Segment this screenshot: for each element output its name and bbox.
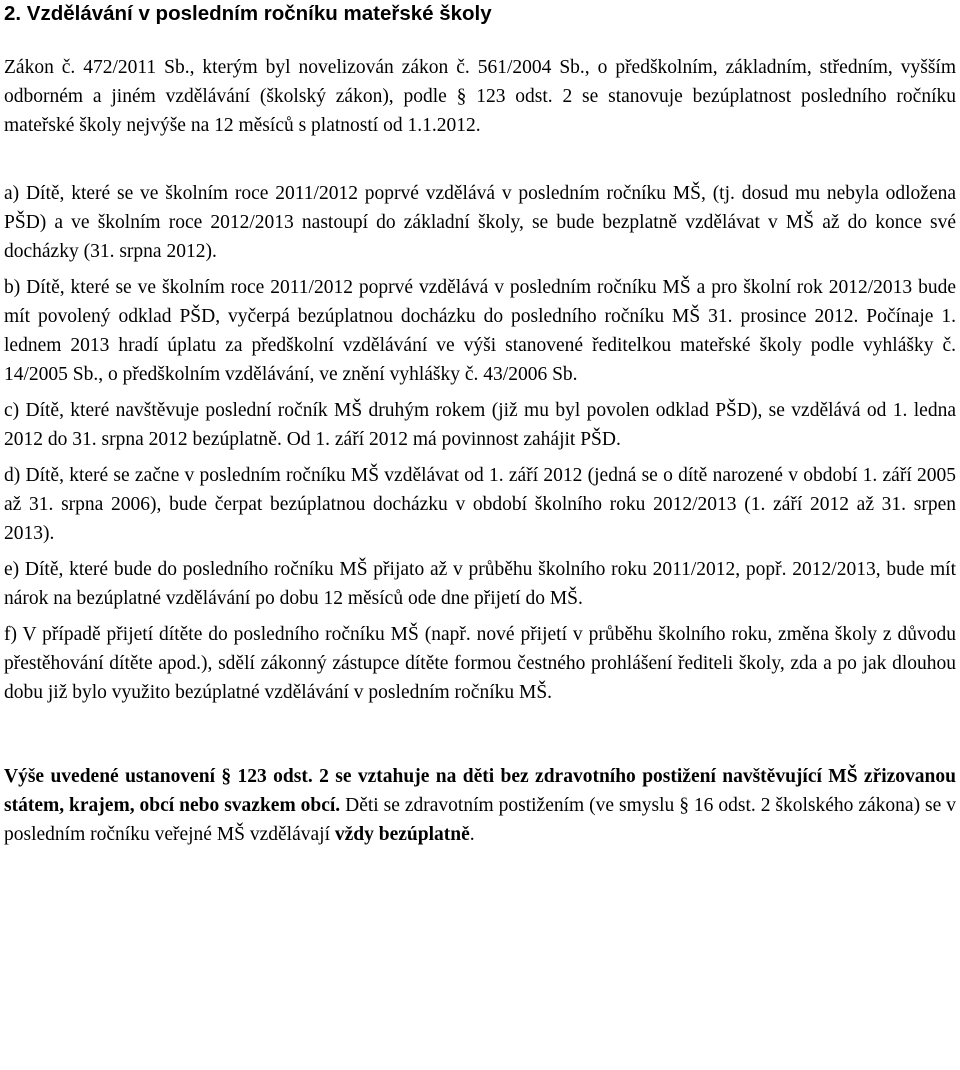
intro-paragraph: Zákon č. 472/2011 Sb., kterým byl novelizován zákon č. 561/2004 Sb., o předškolním, základním, středním, vyšším odborném a jiném vzdělávání (školský zákon), podle § 123 odst. 2 se stanovuje bezúplatnost posledního ročníku mateřské školy nejvýše na 12 měsíců s platností od 1.1.2012. (4, 57, 956, 136)
final-bold-statement: Výše uvedené ustanovení § 123 odst. 2 se vztahuje na děti bez zdravotního postižení navštěvující MŠ zřizovanou státem, krajem, obcí nebo svazkem obcí. (4, 766, 956, 816)
list-item-e: e) Dítě, které bude do posledního ročníku MŠ přijato až v průběhu školního roku 2011/2012, popř. 2012/2013, bude mít nárok na bezúplatné vzdělávání po dobu 12 měsíců ode dne přijetí do MŠ. (4, 559, 956, 609)
list-item-d: d) Dítě, které se začne v posledním ročníku MŠ vzdělávat od 1. září 2012 (jedná se o dítě narozené v období 1. září 2005 až 31. srpna 2006), bude čerpat bezúplatnou docházku v období školního roku 2012/2013 (1. září 2012 až 31. srpen 2013). (4, 465, 956, 544)
final-paragraph (4, 762, 956, 849)
list-item-b: b) Dítě, které se ve školním roce 2011/2012 poprvé vzdělává v posledním ročníku MŠ a pro školní rok 2012/2013 bude mít povolený odklad PŠD, vyčerpá bezúplatnou docházku do posledního ročníku MŠ 31. prosince 2012. Počínaje 1. lednem 2013 hradí úplatu za předškolní vzdělávání ve výši stanovené ředitelkou mateřské školy podle vyhlášky č. 14/2005 Sb., o předškolním vzdělávání, ve znění vyhlášky č. 43/2006 Sb. (4, 277, 956, 385)
list-item-a: a) Dítě, které se ve školním roce 2011/2012 poprvé vzdělává v posledním ročníku MŠ, (tj. dosud mu nebyla odložena PŠD) a ve školním roce 2012/2013 nastoupí do základní školy, se bude bezplatně vzdělávat v MŠ až do konce své docházky (31. srpna 2012). (4, 183, 956, 262)
final-period: . (469, 824, 475, 845)
final-normal-text: Děti se zdravotním postižením (ve smyslu § 16 odst. 2 školského zákona) se v posledním ročníku veřejné MŠ vzdělávají (4, 795, 956, 845)
final-bold-emphasis: vždy bezúplatně (334, 824, 470, 845)
list-item-f: f) V případě přijetí dítěte do posledního ročníku MŠ (např. nové přijetí v průběhu školního roku, změna školy z důvodu přestěhování dítěte apod.), sdělí zákonný zástupce dítěte formou čestného prohlášení řediteli školy, zda a po jak dlouhou dobu již bylo využito bezúplatné vzdělávání v posledním ročníku MŠ. (4, 624, 956, 703)
list-item-c: c) Dítě, které navštěvuje poslední ročník MŠ druhým rokem (již mu byl povolen odklad PŠD), se vzdělává od 1. ledna 2012 do 31. srpna 2012 bezúplatně. Od 1. září 2012 má povinnost zahájit PŠD. (4, 400, 956, 450)
section-heading: 2. Vzdělávání v posledním ročníku mateřské školy (4, 2, 492, 25)
